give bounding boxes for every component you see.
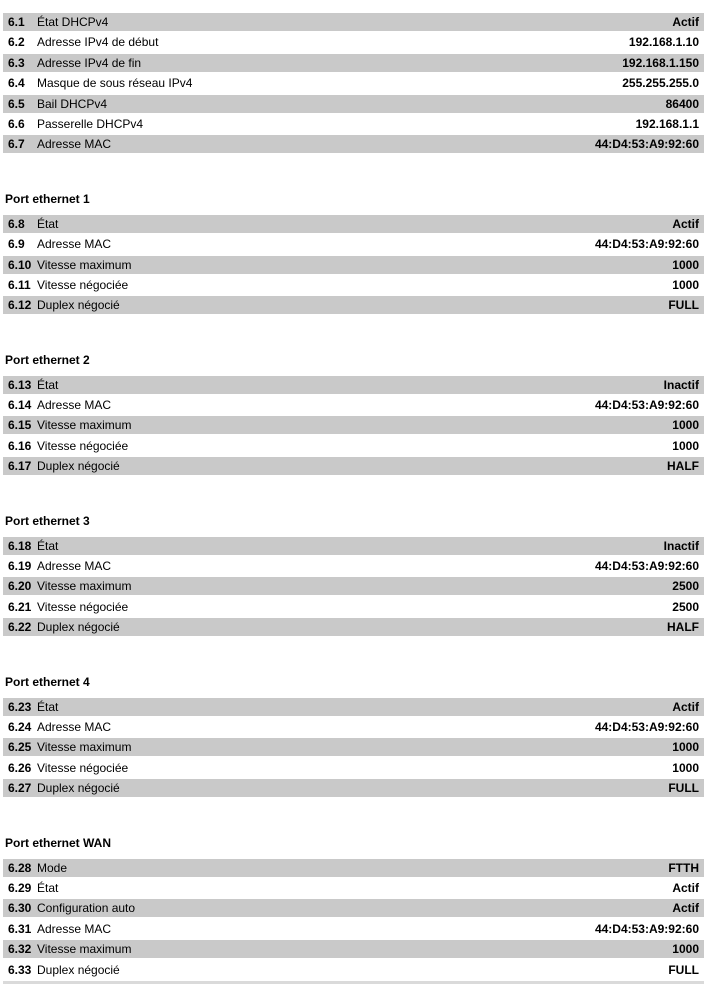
section-table — [3, 13, 704, 153]
row-number: 6.26 — [8, 760, 32, 775]
row-number: 6.20 — [8, 579, 32, 594]
table-row — [3, 256, 704, 274]
row-value: 44:D4:53:A9:92:60 — [594, 559, 699, 574]
table-row — [3, 759, 704, 777]
section-table — [3, 537, 704, 637]
row-label: État — [37, 216, 59, 231]
row-value: 1000 — [672, 418, 699, 433]
row-label: Adresse MAC — [37, 719, 112, 734]
table-row — [3, 95, 704, 113]
row-value: FULL — [668, 781, 699, 796]
row-value: Inactif — [663, 377, 699, 392]
row-label: Vitesse maximum — [37, 579, 132, 594]
row-label: Duplex négocié — [37, 459, 120, 474]
row-number: 6.14 — [8, 398, 32, 413]
row-label: Duplex négocié — [37, 962, 120, 977]
row-number: 6.31 — [8, 921, 32, 936]
section-title: Port ethernet 2 — [5, 352, 90, 367]
row-value: HALF — [667, 459, 699, 474]
row-label: Masque de sous réseau IPv4 — [37, 76, 193, 91]
row-value: Actif — [672, 216, 699, 231]
row-number: 6.2 — [8, 35, 25, 50]
row-value: Actif — [672, 901, 699, 916]
table-row — [3, 940, 704, 958]
row-number: 6.1 — [8, 15, 25, 29]
row-value: FULL — [668, 298, 699, 313]
row-value: Actif — [672, 15, 699, 29]
row-number: 6.33 — [8, 962, 32, 977]
report-sections — [3, 13, 704, 981]
row-label: Vitesse négociée — [37, 438, 129, 453]
section-table — [3, 376, 704, 476]
row-value: 44:D4:53:A9:92:60 — [594, 719, 699, 734]
section-title: Port ethernet 3 — [5, 513, 90, 528]
table-row — [3, 74, 704, 92]
row-label: État — [37, 538, 59, 553]
table-row — [3, 115, 704, 133]
row-label: Adresse MAC — [37, 398, 112, 413]
row-number: 6.15 — [8, 418, 32, 433]
table-row — [3, 920, 704, 938]
row-label: Adresse IPv4 de fin — [37, 55, 142, 70]
row-value: 1000 — [672, 740, 699, 755]
table-row — [3, 718, 704, 736]
table-row — [3, 859, 704, 877]
row-label: Duplex négocié — [37, 781, 120, 796]
section-title: Port ethernet WAN — [5, 835, 112, 850]
section — [3, 353, 704, 478]
row-label: État — [37, 377, 59, 392]
table-row — [3, 457, 704, 475]
row-value: 44:D4:53:A9:92:60 — [594, 398, 699, 413]
next-row-peek-stripe — [3, 981, 704, 984]
row-value: 1000 — [672, 257, 699, 272]
table-row — [3, 54, 704, 72]
section — [3, 192, 704, 317]
row-value: 1000 — [672, 942, 699, 957]
row-label: Adresse MAC — [37, 137, 112, 152]
row-value: 1000 — [672, 438, 699, 453]
row-label: Vitesse maximum — [37, 740, 132, 755]
table-row — [3, 276, 704, 294]
table-row — [3, 215, 704, 233]
row-number: 6.29 — [8, 880, 32, 895]
row-number: 6.28 — [8, 860, 32, 875]
row-number: 6.21 — [8, 599, 32, 614]
row-label: Adresse MAC — [37, 559, 112, 574]
row-number: 6.6 — [8, 116, 25, 131]
row-value: 192.168.1.150 — [622, 55, 699, 70]
row-value: 2500 — [672, 599, 699, 614]
row-number: 6.24 — [8, 719, 32, 734]
row-value: 255.255.255.0 — [622, 76, 699, 91]
table-row — [3, 416, 704, 434]
section-title: Port ethernet 4 — [5, 674, 90, 689]
row-value: FULL — [668, 962, 699, 977]
row-label: Passerelle DHCPv4 — [37, 116, 144, 131]
row-number: 6.4 — [8, 76, 25, 91]
section-table — [3, 215, 704, 315]
row-label: Vitesse négociée — [37, 760, 129, 775]
row-number: 6.32 — [8, 942, 32, 957]
table-row — [3, 437, 704, 455]
section — [3, 514, 704, 639]
row-number: 6.23 — [8, 699, 32, 714]
row-number: 6.18 — [8, 538, 32, 553]
row-label: Vitesse négociée — [37, 599, 129, 614]
row-label: État DHCPv4 — [37, 15, 109, 29]
table-row — [3, 961, 704, 979]
row-number: 6.10 — [8, 257, 32, 272]
row-value: 44:D4:53:A9:92:60 — [594, 137, 699, 152]
row-label: État — [37, 880, 59, 895]
table-row — [3, 577, 704, 595]
row-number: 6.16 — [8, 438, 32, 453]
row-label: Vitesse maximum — [37, 418, 132, 433]
table-row — [3, 33, 704, 51]
row-value: 44:D4:53:A9:92:60 — [594, 921, 699, 936]
table-row — [3, 618, 704, 636]
row-label: Vitesse maximum — [37, 942, 132, 957]
row-label: Duplex négocié — [37, 620, 120, 635]
row-number: 6.3 — [8, 55, 25, 70]
row-number: 6.5 — [8, 96, 25, 111]
table-row — [3, 779, 704, 797]
section-table — [3, 698, 704, 798]
table-row — [3, 899, 704, 917]
row-label: Vitesse maximum — [37, 257, 132, 272]
row-number: 6.19 — [8, 559, 32, 574]
table-row — [3, 235, 704, 253]
table-row — [3, 738, 704, 756]
row-value: Actif — [672, 880, 699, 895]
table-row — [3, 598, 704, 616]
row-number: 6.7 — [8, 137, 25, 152]
row-value: HALF — [667, 620, 699, 635]
row-value: 192.168.1.1 — [635, 116, 699, 131]
section — [3, 836, 704, 981]
row-value: Inactif — [663, 538, 699, 553]
row-value: 1000 — [672, 277, 699, 292]
row-number: 6.12 — [8, 298, 32, 313]
section-table — [3, 859, 704, 979]
row-number: 6.8 — [8, 216, 25, 231]
section-title: Port ethernet 1 — [5, 191, 90, 206]
row-value: Actif — [672, 699, 699, 714]
row-value: FTTH — [668, 860, 699, 875]
table-row — [3, 396, 704, 414]
row-value: 44:D4:53:A9:92:60 — [594, 237, 699, 252]
section — [3, 675, 704, 800]
row-number: 6.13 — [8, 377, 32, 392]
row-number: 6.27 — [8, 781, 32, 796]
table-row — [3, 879, 704, 897]
table-row — [3, 376, 704, 394]
row-number: 6.17 — [8, 459, 32, 474]
table-row — [3, 296, 704, 314]
table-row — [3, 698, 704, 716]
row-label: Adresse MAC — [37, 237, 112, 252]
row-label: Adresse MAC — [37, 921, 112, 936]
row-label: État — [37, 699, 59, 714]
row-label: Configuration auto — [37, 901, 136, 916]
row-number: 6.25 — [8, 740, 32, 755]
row-label: Duplex négocié — [37, 298, 120, 313]
row-number: 6.9 — [8, 237, 25, 252]
section — [3, 13, 704, 156]
row-number: 6.11 — [8, 277, 31, 292]
row-label: Bail DHCPv4 — [37, 96, 108, 111]
row-value: 1000 — [672, 760, 699, 775]
row-label: Vitesse négociée — [37, 277, 129, 292]
row-number: 6.30 — [8, 901, 32, 916]
table-row — [3, 13, 704, 31]
table-row — [3, 557, 704, 575]
table-row — [3, 135, 704, 153]
row-label: Mode — [37, 860, 68, 875]
row-value: 2500 — [672, 579, 699, 594]
row-number: 6.22 — [8, 620, 32, 635]
row-value: 192.168.1.10 — [628, 35, 699, 50]
table-row — [3, 537, 704, 555]
row-value: 86400 — [665, 96, 699, 111]
row-label: Adresse IPv4 de début — [37, 35, 159, 50]
